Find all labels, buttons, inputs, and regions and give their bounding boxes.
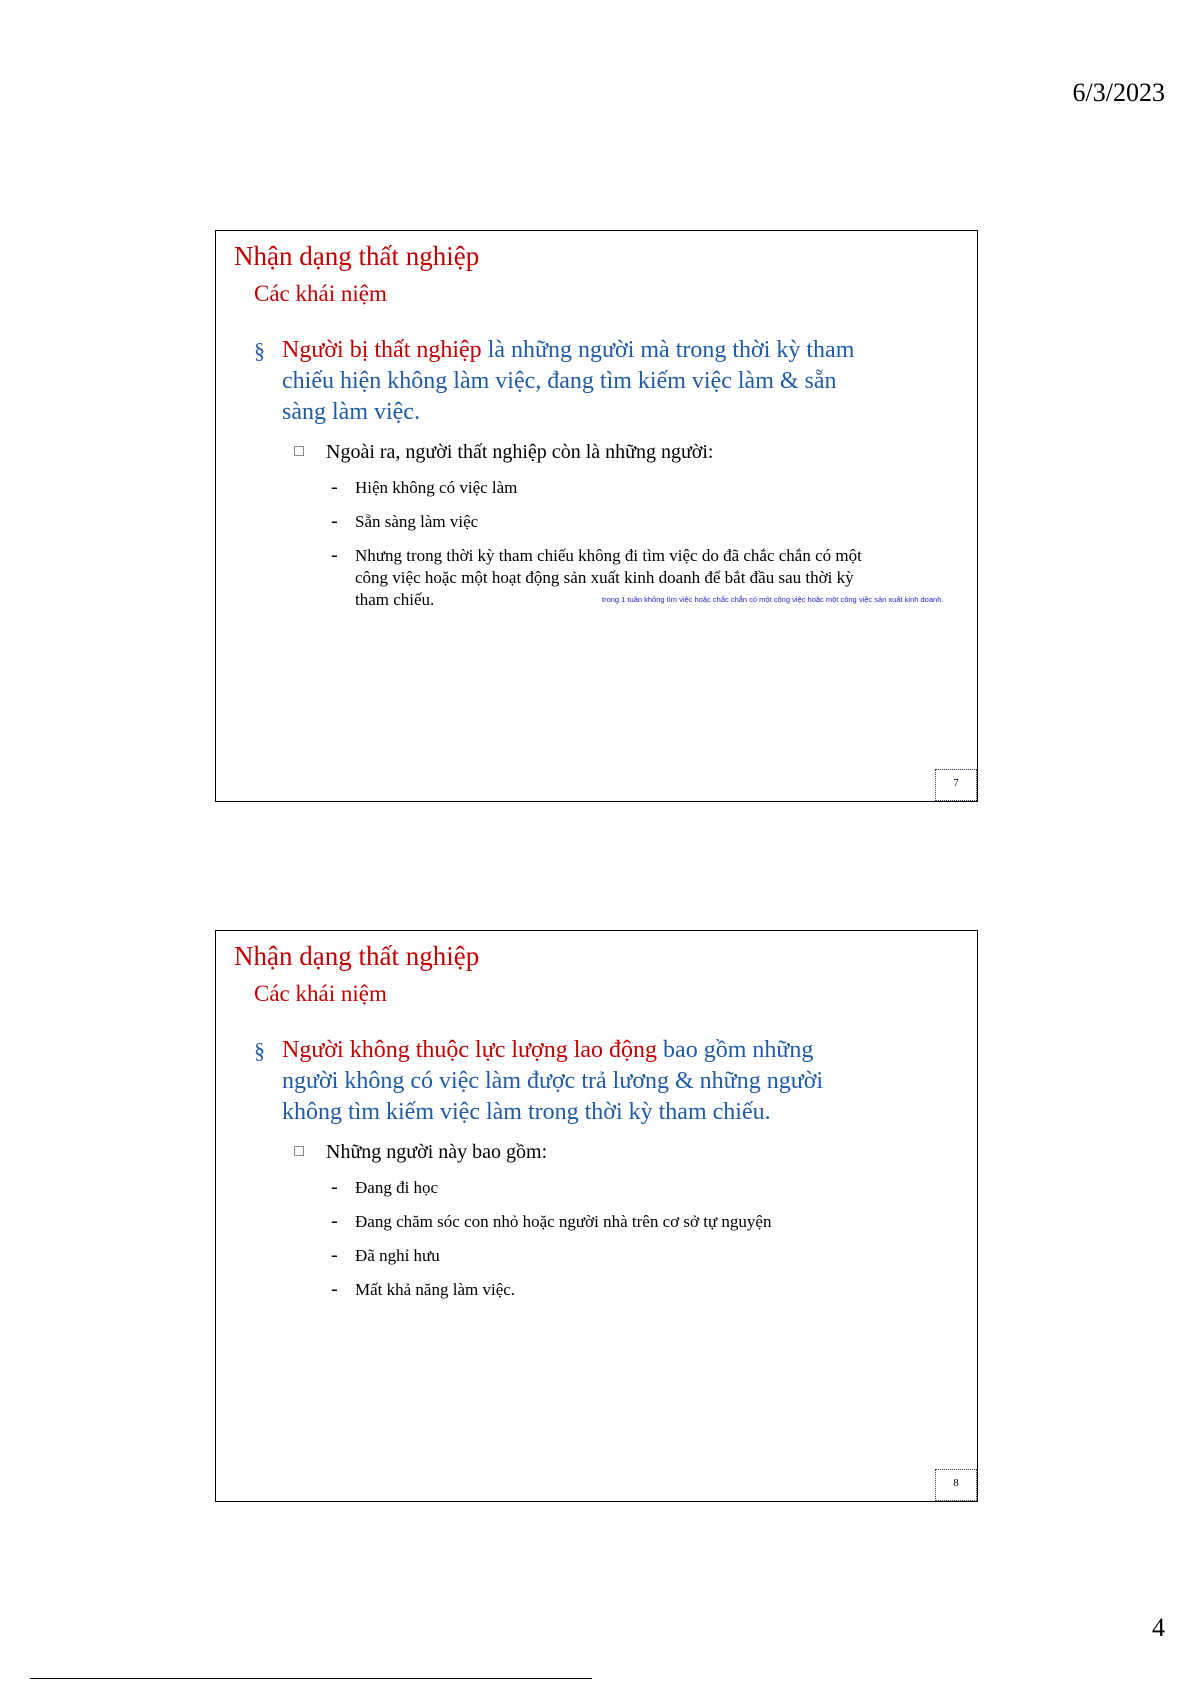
list-item-text: Đã nghỉ hưu [355,1246,440,1265]
main-point [254,1035,874,1128]
dash-icon: - [331,1176,338,1198]
main-point-text [282,1035,874,1128]
sub-point [294,1139,547,1165]
list-item [331,1177,891,1199]
slide-subtitle: Các khái niệm [254,981,387,1006]
list-item-text: Đang chăm sóc con nhỏ hoặc người nhà trên cơ sở tự nguyện [355,1212,772,1231]
main-point [254,335,874,428]
main-term: Người không thuộc lực lượng lao động [282,1037,658,1063]
dash-list [331,1177,891,1313]
sub-point [294,439,714,465]
dash-icon: - [331,1278,338,1300]
list-item [331,511,891,533]
main-term: Người bị thất nghiệp [282,337,482,363]
list-item-text: Nhưng trong thời kỳ tham chiếu không đi tìm việc do đã chắc chắn có một công việc hoặc một hoạt động sản xuất kinh doanh để bắt đầu sau thời kỳ tham chiếu. [355,546,862,609]
list-item-text: Hiện không có việc làm [355,478,518,497]
dash-icon: - [331,1244,338,1266]
slide-number: 7 [935,769,977,801]
slide-title: Nhận dạng thất nghiệp [234,941,480,971]
dash-icon: - [331,476,338,498]
page-date: 6/3/2023 [1072,78,1165,107]
sub-point-text: Ngoài ra, người thất nghiệp còn là những người: [326,441,714,463]
dash-icon: - [331,510,338,532]
footnote-divider [30,1678,592,1679]
list-item [331,1279,891,1301]
main-point-text [282,335,874,428]
page-number: 4 [1152,1613,1165,1642]
list-item-text: Sẵn sàng làm việc [355,512,479,531]
sub-point-text: Những người này bao gồm: [326,1141,548,1163]
list-item-text: Mất khả năng làm việc. [355,1280,516,1299]
list-item [331,1245,891,1267]
slide-title: Nhận dạng thất nghiệp [234,241,480,271]
slide-8 [215,930,978,1502]
slide-subtitle: Các khái niệm [254,281,387,306]
slide-number: 8 [935,1469,977,1501]
main-definition: bao gồm những người không có việc làm được trả lương & những người không tìm kiếm việc làm trong thời kỳ tham chiếu. [282,1037,824,1125]
list-item-text: Đang đi học [355,1178,439,1197]
section-bullet-icon: § [254,1038,265,1063]
checkbox-bullet-icon [294,446,304,456]
main-definition: là những người mà trong thời kỳ tham chiếu hiện không làm việc, đang tìm kiếm việc làm & sẵn sàng làm việc. [282,337,855,425]
checkbox-bullet-icon [294,1146,304,1156]
dash-icon: - [331,544,338,566]
handwritten-annotation: trong 1 tuần không tìm việc hoặc chắc chắn có một công việc hoặc một công việc sản xuất kinh doanh. [602,595,944,604]
slide-7 [215,230,978,802]
list-item [331,477,891,499]
list-item [331,1211,891,1233]
section-bullet-icon: § [254,338,265,363]
dash-icon: - [331,1210,338,1232]
